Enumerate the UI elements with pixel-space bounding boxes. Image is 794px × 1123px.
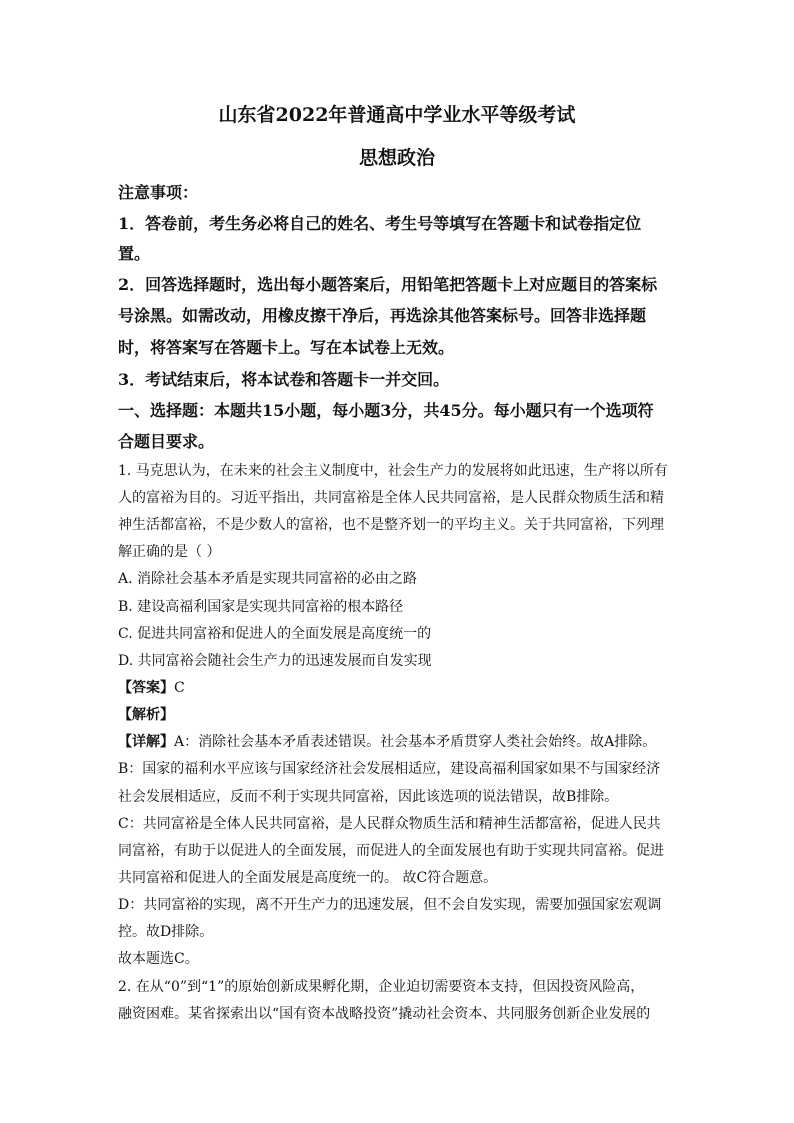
detail-line: 同富裕，有助于以促进人的全面发展，而促进人的全面发展也有助于实现共同富裕。促进 [118, 843, 664, 859]
answer-value: C [174, 680, 185, 696]
question-stem: 解正确的是（ ） [118, 544, 221, 560]
exam-subtitle: 思想政治 [358, 147, 435, 169]
option-b: B. 建设高福利国家是实现共同富裕的根本路径 [118, 599, 404, 615]
detail-line: 控。故D排除。 [118, 924, 214, 940]
question-stem: 人的富裕为目的。习近平指出，共同富裕是全体人民共同富裕，是人民群众物质生活和精 [118, 490, 664, 506]
detail-line [118, 731, 656, 751]
exam-title: 山东省2022年普通高中学业水平等级考试 [218, 104, 576, 126]
detail-line: D：共同富裕的实现，离不开生产力的迅速发展，但不会自发实现，需要加强国家宏观调 [118, 897, 662, 913]
detail-line: C：共同富裕是全体人民共同富裕，是人民群众物质生活和精神生活都富裕，促进人民共 [118, 816, 661, 832]
answer-tag: 【答案】 [118, 680, 174, 696]
notice-line: 1．答卷前，考生务必将自己的姓名、考生号等填写在答题卡和试卷指定位 [118, 214, 642, 233]
answer-line [118, 677, 185, 697]
notice-heading: 注意事项： [118, 183, 199, 202]
notice-line: 置。 [118, 244, 151, 263]
detail-line: 社会发展相适应，反而不利于实现共同富裕，因此该选项的说法错误，故B排除。 [118, 789, 619, 805]
question-stem: 2. 在从“0”到“1”的原始创新成果孵化期，企业迫切需要资本支持，但因投资风险高， [118, 979, 645, 995]
section-heading: 一、选择题：本题共15小题，每小题3分，共45分。每小题只有一个选项符 [118, 401, 654, 420]
option-d: D. 共同富裕会随社会生产力的迅速发展而自发实现 [118, 653, 432, 669]
analysis-tag: 【解析】 [118, 707, 174, 723]
detail-line: B：国家的福利水平应该与国家经济社会发展相适应，建设高福利国家如果不与国家经济 [118, 761, 661, 777]
option-c: C. 促进共同富裕和促进人的全面发展是高度统一的 [118, 626, 432, 642]
notice-line: 2．回答选择题时，选出每小题答案后，用铅笔把答题卡上对应题目的答案标 [118, 275, 658, 294]
option-a: A. 消除社会基本矛盾是实现共同富裕的必由之路 [118, 571, 418, 587]
notice-line: 号涂黑。如需改动，用橡皮擦干净后，再选涂其他答案标号。回答非选择题 [118, 306, 647, 325]
notice-line: 3．考试结束后，将本试卷和答题卡一并交回。 [118, 370, 450, 389]
detail-line: 共同富裕和促进人的全面发展是高度统一的。 故C符合题意。 [118, 870, 498, 886]
detail-line: 故本题选C。 [118, 951, 199, 967]
notice-line: 时，将答案写在答题卡上。写在本试卷上无效。 [118, 338, 455, 357]
question-stem: 1. 马克思认为，在未来的社会主义制度中，社会生产力的发展将如此迅速，生产将以所有 [118, 463, 668, 479]
question-stem: 融资困难。某省探索出以“国有资本战略投资”撬动社会资本、共同服务创新企业发展的 [118, 1006, 651, 1022]
detail-text: A：消除社会基本矛盾表述错误。社会基本矛盾贯穿人类社会始终。故A排除。 [174, 734, 657, 750]
section-heading: 合题目要求。 [118, 432, 215, 451]
question-stem: 神生活都富裕，不是少数人的富裕，也不是整齐划一的平均主义。关于共同富裕，下列理 [118, 517, 664, 533]
detail-tag: 【详解】 [118, 734, 174, 750]
